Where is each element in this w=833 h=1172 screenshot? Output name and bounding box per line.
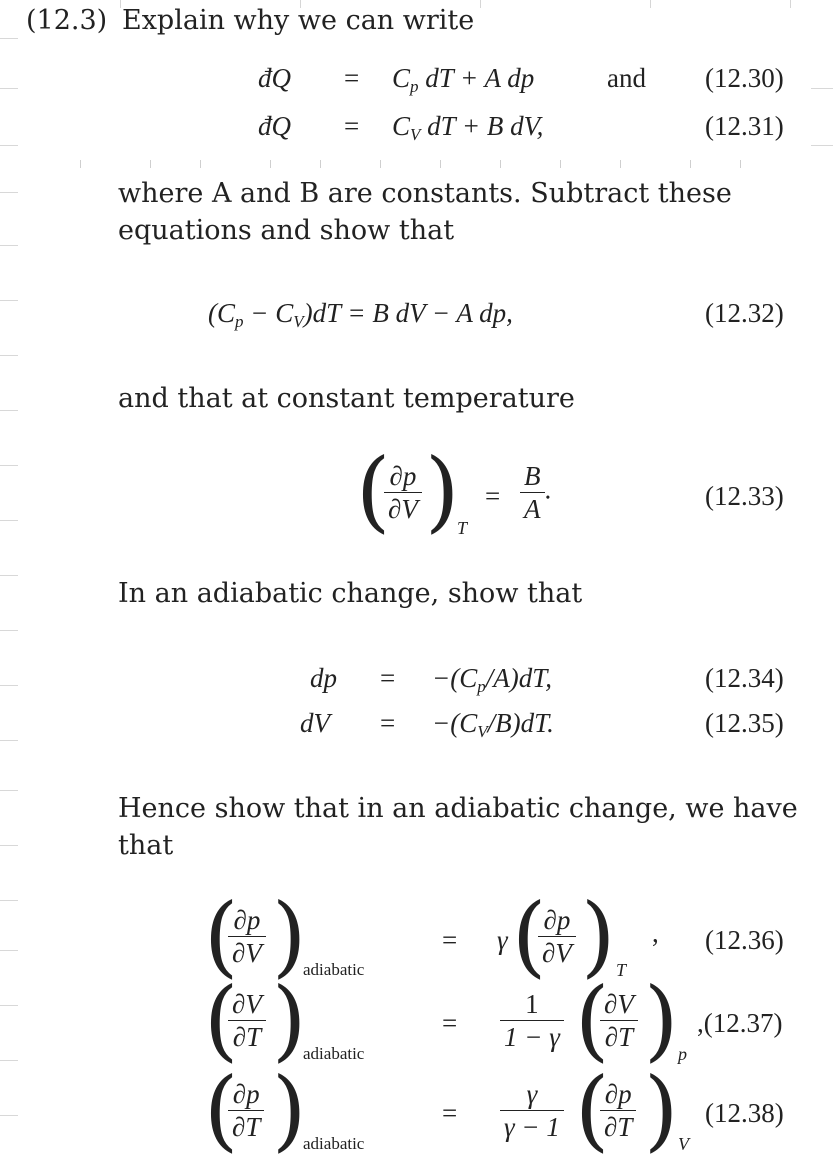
eq-12-33-fraction: $\frac{\partial p}{\partial V}$ (384, 460, 422, 525)
eq-12-32-label: (12.32) (705, 298, 784, 328)
problem-number: (12.3) (26, 5, 108, 36)
eq-12-34-label: (12.34) (705, 663, 784, 693)
eq-12-32-body: $(C_p - C_V)dT = B$ dV − A dp, (208, 298, 513, 331)
eq-12-30-label: (12.30) (705, 63, 784, 93)
paragraph-4-line-1: Hence show that in an adiabatic change, we have (118, 793, 798, 824)
eq-12-36-rsubscript: T (616, 960, 627, 980)
eq-12-31-lhs: đQ (258, 111, 291, 141)
paragraph-4-line-2: that (118, 830, 174, 861)
eq-12-37-paren-left: ( (204, 968, 239, 1071)
eq-12-36-fraction: $\frac{\partial p}{\partial V}$ (228, 904, 266, 969)
eq-12-30-connector: and (607, 63, 646, 93)
eq-12-35-lhs: dV (300, 708, 330, 738)
eq-12-31-equals: = (344, 111, 360, 141)
eq-12-36-rfraction: $\frac{\partial p}{\partial V}$ (538, 904, 576, 969)
eq-12-36-rparen-right: ) (581, 884, 616, 987)
eq-12-33-equals: = (485, 481, 501, 511)
eq-12-33-paren-right: ) (425, 439, 460, 542)
eq-12-37-subscript: adiabatic (303, 1044, 365, 1063)
eq-12-33-paren-left: ( (356, 439, 391, 542)
eq-12-37-label: ,(12.37) (697, 1008, 783, 1038)
eq-12-33-subscript: T (457, 518, 468, 538)
eq-12-35-equals: = (380, 708, 396, 738)
eq-12-36-paren-right: ) (272, 884, 307, 987)
eq-12-37-paren-right: ) (272, 968, 307, 1071)
paragraph-1-line-1: where A and B are constants. Subtract these (118, 178, 732, 209)
eq-12-31-label: (12.31) (705, 111, 784, 141)
eq-12-37-rparen-left: ( (575, 968, 610, 1071)
eq-12-37-coefficient: $\frac{1}{1 - \gamma}$ (500, 988, 564, 1053)
eq-12-35-label: (12.35) (705, 708, 784, 738)
eq-12-37-rparen-right: ) (644, 968, 679, 1071)
eq-12-36-paren-left: ( (204, 884, 239, 987)
eq-12-34-equals: = (380, 663, 396, 693)
eq-12-36-subscript: adiabatic (303, 960, 365, 979)
eq-12-34-lhs: dp (310, 663, 337, 693)
eq-12-37-fraction: $\frac{\partial V}{\partial T}$ (228, 988, 266, 1053)
eq-12-38-paren-right: ) (272, 1058, 307, 1161)
eq-12-37-rfraction: $\frac{\partial V}{\partial T}$ (600, 988, 638, 1053)
eq-12-38-subscript: adiabatic (303, 1134, 365, 1153)
eq-12-38-rparen-right: ) (644, 1058, 679, 1161)
eq-12-30-equals: = (344, 63, 360, 93)
eq-12-38-rsubscript: V (678, 1134, 689, 1154)
eq-12-35-rhs: $-(C_V/B)dT$. (432, 708, 554, 741)
eq-12-33-rhs: $\frac{B}{A}$ . (520, 460, 551, 525)
eq-12-38-equals: = (442, 1098, 458, 1128)
eq-12-30-lhs: đQ (258, 63, 291, 93)
eq-12-36-coefficient: γ (497, 925, 508, 955)
eq-12-36-rparen-left: ( (512, 884, 547, 987)
eq-12-36-equals: = (442, 925, 458, 955)
eq-12-38-rfraction: $\frac{\partial p}{\partial T}$ (600, 1078, 636, 1143)
eq-12-31-rhs: $C_V$ dT + B dV, (392, 111, 544, 144)
paragraph-3: In an adiabatic change, show that (118, 578, 583, 609)
eq-12-38-rparen-left: ( (575, 1058, 610, 1161)
paragraph-1-line-2: equations and show that (118, 215, 455, 246)
eq-12-36-label: (12.36) (705, 925, 784, 955)
eq-12-37-rsubscript: p (678, 1044, 687, 1064)
eq-12-38-fraction: $\frac{\partial p}{\partial T}$ (228, 1078, 264, 1143)
eq-12-34-rhs: $-(C_p/A)dT$, (432, 663, 552, 696)
eq-12-30-rhs: $C_p$ dT + A dp (392, 63, 535, 96)
eq-12-38-label: (12.38) (705, 1098, 784, 1128)
eq-12-36-trail: , (652, 918, 659, 948)
paragraph-2: and that at constant temperature (118, 383, 575, 414)
eq-12-37-equals: = (442, 1008, 458, 1038)
eq-12-38-paren-left: ( (204, 1058, 239, 1161)
intro-text: Explain why we can write (122, 5, 475, 36)
eq-12-38-coefficient: $\frac{\gamma}{\gamma - 1}$ (500, 1078, 564, 1143)
eq-12-33-label: (12.33) (705, 481, 784, 511)
